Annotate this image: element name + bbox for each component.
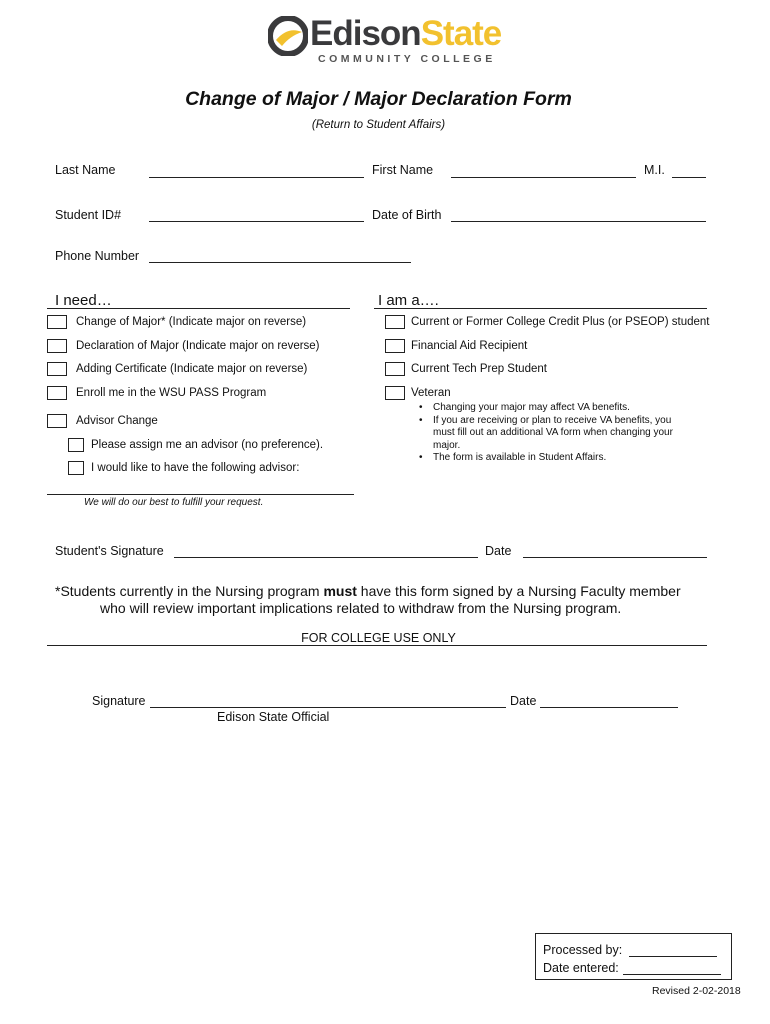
veteran-notes [415,402,685,465]
nursing-notice [55,583,715,617]
signature-date-label: Date [485,544,512,558]
last-name-label: Last Name [55,163,116,177]
adding-certificate-checkbox[interactable] [47,362,67,376]
page-subtitle: (Return to Student Affairs) [311,119,446,131]
wsu-pass-label: Enroll me in the WSU PASS Program [76,387,267,399]
advisor-name-field[interactable] [47,494,354,495]
student-signature-field[interactable] [174,557,478,558]
signature-date-field[interactable] [523,557,707,558]
i-need-rule [47,308,350,309]
tech-prep-checkbox[interactable] [385,362,405,376]
college-use-heading: FOR COLLEGE USE ONLY [301,631,456,645]
college-use-rule [47,645,707,646]
nursing-notice-text: have this form signed by a Nursing Faculty member [356,583,681,599]
last-name-field[interactable] [149,177,364,178]
official-signature-label: Signature [92,694,146,708]
request-note: We will do our best to fulfill your request. [84,497,264,508]
student-id-label: Student ID# [55,208,122,222]
advisor-change-label: Advisor Change [76,415,158,427]
change-of-major-checkbox[interactable] [47,315,67,329]
veteran-label: Veteran [411,387,451,399]
phone-field[interactable] [149,262,411,263]
veteran-checkbox[interactable] [385,386,405,400]
wsu-pass-checkbox[interactable] [47,386,67,400]
official-signature-field[interactable] [150,707,506,708]
official-caption: Edison State Official [217,710,330,724]
i-need-heading: I need… [55,292,112,309]
veteran-note: • The form is available in Student Affairs. [433,452,685,465]
veteran-note: • If you are receiving or plan to receive VA benefits, you must fill out an additional VA form when changing your major. [433,415,685,453]
dob-field[interactable] [451,221,706,222]
i-am-heading: I am a…. [378,292,439,309]
specific-advisor-label: I would like to have the following advisor: [91,462,300,474]
processed-by-field[interactable] [629,956,717,957]
specific-advisor-checkbox[interactable] [68,461,84,475]
official-date-field[interactable] [540,707,678,708]
change-of-major-label: Change of Major* (Indicate major on reverse) [76,316,307,328]
logo [266,14,502,66]
adding-certificate-label: Adding Certificate (Indicate major on reverse) [76,363,308,375]
logo-name: EdisonState [310,14,502,53]
first-name-field[interactable] [451,177,636,178]
tech-prep-label: Current Tech Prep Student [411,363,547,375]
advisor-change-checkbox[interactable] [47,414,67,428]
edison-logo-icon [268,16,308,56]
official-date-label: Date [510,694,537,708]
student-id-field[interactable] [149,221,364,222]
nursing-notice-line2: who will review important implications related to withdraw from the Nursing program. [100,600,622,616]
veteran-note: • Changing your major may affect VA benefits. [433,402,685,415]
logo-subtitle: COMMUNITY COLLEGE [318,53,496,65]
phone-label: Phone Number [55,249,140,263]
mi-field[interactable] [672,177,706,178]
revised-date: Revised 2-02-2018 [652,985,741,997]
date-entered-field[interactable] [623,974,721,975]
processed-box [535,933,732,980]
processed-by-label: Processed by: [543,943,623,957]
declaration-of-major-label: Declaration of Major (Indicate major on reverse) [76,340,320,352]
financial-aid-label: Financial Aid Recipient [411,340,528,352]
nursing-notice-emphasis: must [323,583,357,599]
assign-advisor-checkbox[interactable] [68,438,84,452]
nursing-notice-text: *Students currently in the Nursing program [55,583,324,599]
date-entered-label: Date entered: [543,961,619,975]
assign-advisor-label: Please assign me an advisor (no preference). [91,439,324,451]
student-signature-label: Student's Signature [55,544,164,558]
first-name-label: First Name [372,163,434,177]
ccp-label: Current or Former College Credit Plus (or PSEOP) student [411,316,710,328]
page-title: Change of Major / Major Declaration Form [185,88,572,110]
financial-aid-checkbox[interactable] [385,339,405,353]
declaration-of-major-checkbox[interactable] [47,339,67,353]
mi-label: M.I. [644,163,665,177]
i-am-rule [374,308,707,309]
ccp-checkbox[interactable] [385,315,405,329]
dob-label: Date of Birth [372,208,442,222]
